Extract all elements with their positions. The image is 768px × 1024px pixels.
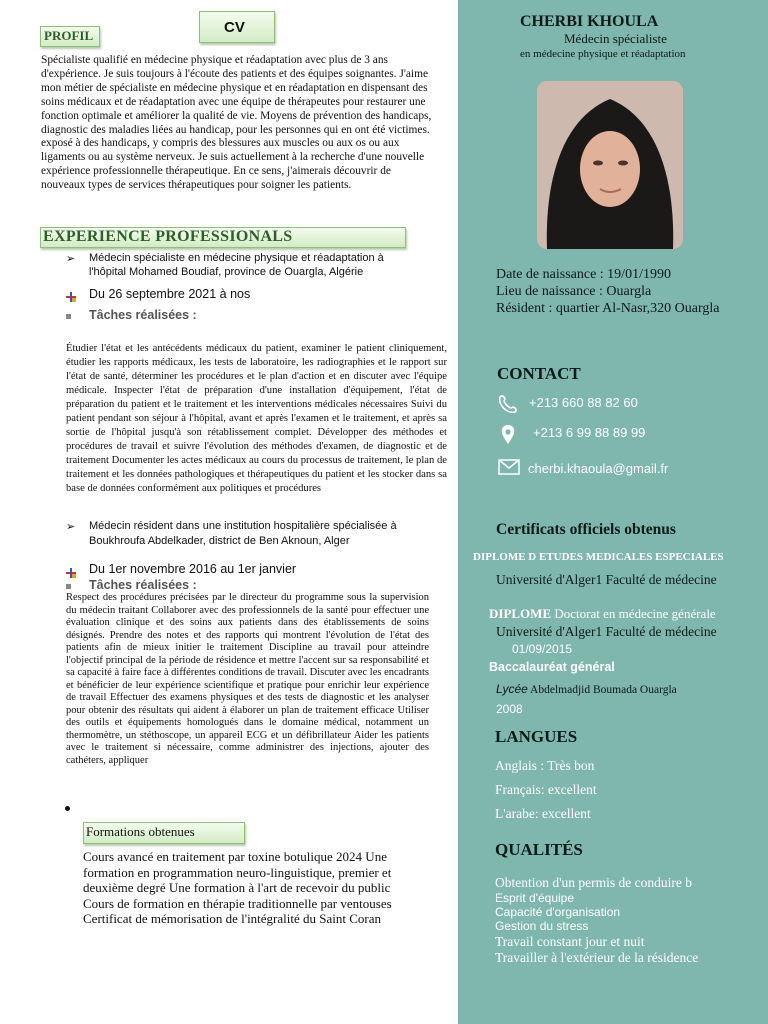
- experience-title-box: [40, 227, 406, 248]
- cv-title-box: [199, 11, 275, 43]
- cert1-title: DIPLOME D ETUDES MEDICALES ESPECIALES: [473, 551, 724, 563]
- lycee-line: [496, 682, 677, 697]
- profil-label: PROFIL: [44, 28, 94, 43]
- quality-item: Capacité d'organisation: [495, 905, 621, 919]
- square-bullet-icon: [66, 314, 71, 319]
- job-subtitle-specialty: en médecine physique et réadaptation: [520, 48, 686, 60]
- language-french: Français: excellent: [495, 782, 597, 797]
- experience-title: EXPERIENCE PROFESSIONALS: [43, 228, 293, 245]
- birth-place: Lieu de naissance : Ouargla: [496, 284, 652, 299]
- phone2[interactable]: +213 6 99 88 89 99: [533, 425, 646, 440]
- job2-tasks-label: Tâches réalisées :: [89, 578, 197, 592]
- formations-label-box: [83, 822, 245, 844]
- language-arabic: L'arabe: excellent: [495, 806, 591, 821]
- envelope-icon: [498, 459, 520, 475]
- quality-item: Esprit d'équipe: [495, 891, 575, 905]
- quality-item: Travail constant jour et nuit: [495, 934, 645, 949]
- job2-tasks: Respect des procédures précisées par le directeur du programme sous la supervision du médecin traitant Collaborer avec des professionnels de la santé pour effectuer une évaluation clinique et des soins aux patients dans des établissements de soins désignés. Prendre des notes et des rapports qui montrent l'évolution de l'état des patients afin de mieux initier le traitement Discipline au travail pour atteindre l'objectif principal de la période de résidence et mettre l'accent sur sa responsabilité et sa capacité à faire face à différentes conditions de travail. Discuter avec les encadrants et bénéficier de leur expérience scientifique et pratique pour enrichir leur expérience de travail Effectuer des examens physiques et des tests de diagnostic et les analyser pour obtenir des résultats qui aident à élaborer un plan de traitement efficace Utiliser des outils et équipements homologués dans le domaine médical, notamment un thermomètre, un stéthoscope, un appareil ECG et un défibrillateur Aider les patients avec le traitement si nécessaire, comme administrer des injections, ajouter des cathéters, appliquer: [66, 592, 429, 766]
- job-subtitle: Médecin spécialiste: [564, 31, 667, 46]
- job1-date: Du 26 septembre 2021 à nos: [89, 287, 251, 301]
- cert1-school: Université d'Alger1 Faculté de médecine: [496, 572, 717, 587]
- profile-photo: [537, 81, 683, 249]
- candidate-name: CHERBI KHOULA: [520, 13, 659, 30]
- quality-item: Gestion du stress: [495, 919, 589, 933]
- quality-item: Travailler à l'extérieur de la résidence: [495, 950, 699, 965]
- cert2-school: Université d'Alger1 Faculté de médecine: [496, 624, 717, 639]
- lycee-name: Abdelmadjid Boumada Ouargla: [527, 684, 677, 696]
- cv-title: CV: [224, 19, 245, 36]
- language-english: Anglais : Très bon: [495, 758, 595, 773]
- arrow-bullet-icon: ➢: [66, 253, 76, 265]
- location-pin-icon: [500, 424, 516, 446]
- job2-title: Médecin résident dans une institution hospitalière spécialisée à Boukhroufa Abdelkader, district de Ben Aknoun, Alger: [89, 520, 397, 547]
- job1-tasks: Étudier l'état et les antécédents médicaux du patient, examiner le patient cliniquement, étudier les rapports médicaux, les tests de laboratoire, les radiographies et le rapport sur l'état de santé, déterminer les procédures et le plan d'action et en discuter avec l'équipe médicale. Inspecter l'état de préparation d'une installation d'équipement, l'état de préparation du patient et le traitement et les interventions médicales nécessaires Suivi du patient pendant son séjour à l'hôpital, avant et après l'examen et le traitement, et après sa sortie de l'hôpital jusqu'à son rétablissement complet. Développer des méthodes et procédures de travail et suivre l'évolution des méthodes d'examen, de diagnostic et de traitement Documenter les actes médicaux au cours du processus de traitement, le plan de traitement et les données pathologiques et thérapeutiques du patient et les stocker dans sa base de données conformément aux politiques et procédures: [66, 343, 447, 494]
- bac-title: Baccalauréat général: [489, 660, 615, 674]
- phone-icon: [497, 394, 519, 414]
- email[interactable]: cherbi.khaoula@gmail.fr: [528, 461, 669, 476]
- job2-date: Du 1er novembre 2016 au 1er janvier: [89, 562, 297, 576]
- qualities-title: QUALITÉS: [495, 840, 583, 859]
- bac-year: 2008: [496, 702, 523, 716]
- formations-label: Formations obtenues: [86, 824, 195, 839]
- phone1[interactable]: +213 660 88 82 60: [529, 395, 638, 410]
- lycee-label: Lycée: [496, 682, 528, 696]
- certificates-title: Certificats officiels obtenus: [496, 521, 676, 538]
- formations-text: Cours avancé en traitement par toxine botulique 2024 Une formation en programmation neuro-linguistique, premier et deuxième degré Une formation à l'art de recevoir du public Cours de formation en thérapie traditionnelle par ventouses Certificat de mémorisation de l'intégralité du Saint Coran: [83, 849, 392, 926]
- residence: Résident : quartier Al-Nasr,320 Ouargla: [496, 301, 720, 316]
- profil-label-box: [40, 26, 100, 47]
- job1-tasks-label: Tâches réalisées :: [89, 308, 197, 322]
- clock-bullet-icon: [66, 565, 76, 575]
- arrow-bullet-icon: ➢: [66, 521, 76, 533]
- birth-date: Date de naissance : 19/01/1990: [496, 267, 671, 282]
- job1-title: Médecin spécialiste en médecine physique et réadaptation à l'hôpital Mohamed Boudiaf, province de Ouargla, Algérie: [89, 252, 384, 278]
- contact-title: CONTACT: [497, 364, 581, 383]
- cert2-bold: DIPLOME: [489, 606, 552, 621]
- quality-item: Obtention d'un permis de conduire b: [495, 875, 693, 890]
- languages-title: LANGUES: [495, 727, 578, 746]
- cert2-title: Doctorat en médecine générale: [551, 606, 716, 621]
- cert2-title-line: [489, 606, 716, 622]
- square-bullet-icon: [66, 584, 71, 589]
- clock-bullet-icon: [66, 289, 76, 299]
- profil-text: Spécialiste qualifié en médecine physique et réadaptation avec plus de 3 ans d'expérience. Je suis toujours à l'écoute des patients et des équipes soignantes. J'aime mon métier de spécialiste en médecine physique et en réadaptation en dispensant des soins médicaux et de réadaptation avec une équipe de thérapeutes pour restaurer une fonction optimale et améliorer la qualité de vie. Moyens de prévention des handicaps, diagnostic des maladies liées au handicap, pour les personnes qui en ont été victimes. exposé à des handicaps, y compris des blessures aux muscles ou aux os ou aux ligaments ou au système nerveux. Je suis actuellement à la recherche d'une nouvelle expérience professionnelle thérapeutique. En ce sens, j'aimerais découvrir de nouveaux types de services thérapeutiques pour soigner les patients.: [41, 54, 432, 192]
- round-bullet-icon: [65, 806, 70, 811]
- cert2-date: 01/09/2015: [512, 642, 573, 656]
